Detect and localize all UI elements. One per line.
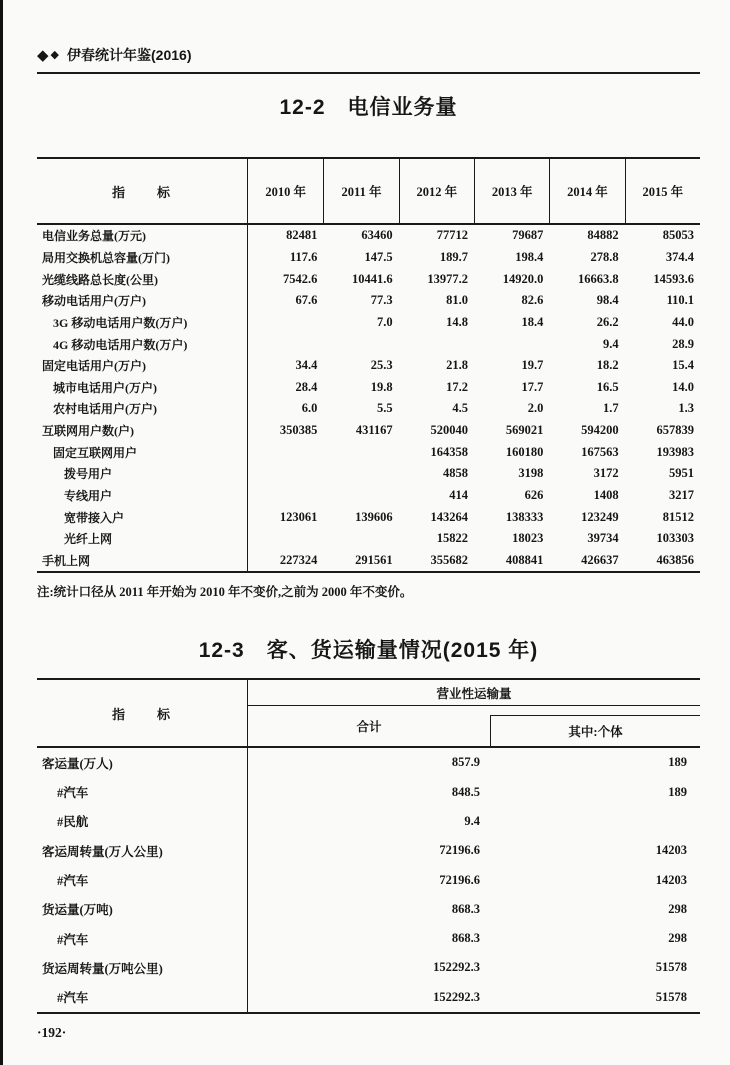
row-total-value: 72196.6 (439, 872, 480, 887)
row-total-value: 848.5 (451, 784, 480, 799)
table-row (37, 398, 700, 420)
table-row (37, 550, 700, 572)
row-value: 17.2 (446, 379, 468, 394)
row-label: 拨号用户 (37, 463, 248, 485)
transport-table-body (37, 748, 700, 1012)
table-row (37, 528, 700, 550)
row-value (248, 528, 323, 550)
table-row (37, 748, 700, 777)
row-value: 426637 (581, 552, 619, 567)
row-value: 13977.2 (427, 271, 468, 286)
group-column-header: 营业性运输量 (248, 680, 700, 706)
year-column-header: 2011 年 (323, 159, 398, 223)
running-head (37, 0, 700, 74)
row-value: 463856 (656, 552, 694, 567)
row-value: 10441.6 (352, 271, 393, 286)
row-value: 84882 (587, 228, 619, 243)
row-label: 移动电话用户(万户) (37, 290, 248, 312)
sub-column-headers (248, 706, 700, 746)
row-value: 1408 (593, 488, 619, 502)
row-value (248, 463, 323, 485)
table-row (37, 247, 700, 269)
individual-column-header: 其中:个体 (490, 715, 700, 746)
row-label: 货运周转量(万吨公里) (37, 953, 248, 982)
row-value: 18023 (512, 531, 544, 546)
table-row (37, 463, 700, 485)
row-value (399, 333, 474, 355)
row-label: 固定互联网用户 (37, 441, 248, 463)
row-value: 79687 (512, 228, 544, 243)
row-value: 7.0 (377, 314, 393, 329)
row-individual-value: 14203 (655, 843, 687, 858)
row-value: 4858 (443, 466, 468, 481)
row-value (323, 333, 398, 355)
row-total-value: 152292.3 (433, 989, 480, 1004)
row-value: 77.3 (370, 293, 393, 308)
total-column-header: 合计 (356, 720, 382, 735)
row-label: 客运周转量(万人公里) (37, 836, 248, 865)
row-value: 18.4 (521, 314, 544, 329)
row-value: 193983 (656, 444, 694, 459)
year-column-header: 2014 年 (549, 159, 624, 223)
row-value: 431167 (355, 423, 393, 438)
row-label: 宽带接入户 (37, 506, 248, 528)
row-value (323, 528, 398, 550)
row-value: 103303 (656, 531, 694, 546)
row-value: 278.8 (590, 249, 619, 264)
row-value: 34.4 (295, 358, 318, 373)
row-label: 手机上网 (37, 550, 248, 572)
row-value: 143264 (430, 509, 468, 524)
row-value: 117.6 (289, 249, 318, 264)
year-column-header: 2015 年 (625, 159, 700, 223)
row-label: 4G 移动电话用户数(万户) (37, 333, 248, 355)
row-value: 14920.0 (502, 271, 544, 286)
row-value: 3198 (518, 466, 544, 481)
transport-volume-table (37, 678, 700, 1014)
row-label: 电信业务总量(万元) (37, 225, 248, 247)
row-label: #汽车 (37, 983, 248, 1012)
row-value: 81.0 (446, 293, 468, 308)
transport-table-header (37, 680, 700, 748)
row-value (323, 441, 398, 463)
row-value: 160180 (505, 444, 544, 459)
row-value: 25.3 (370, 358, 393, 373)
row-label: 光缆线路总长度(公里) (37, 268, 248, 290)
row-label: 农村电话用户(万户) (37, 398, 248, 420)
row-individual-value: 14203 (655, 872, 687, 887)
row-individual-value: 189 (668, 784, 687, 799)
row-value: 5.5 (377, 401, 393, 416)
table-12-2-footnote: 注:统计口径从 2011 年开始为 2010 年不变价,之前为 2000 年不变价。 (37, 585, 413, 600)
table-row (37, 778, 700, 807)
row-value: 189.7 (439, 249, 468, 264)
row-total-value: 857.9 (451, 755, 480, 770)
row-value: 26.2 (596, 314, 619, 329)
row-value (248, 333, 323, 355)
row-value: 1.7 (603, 401, 619, 416)
page (37, 0, 700, 1041)
row-value: 85053 (662, 228, 694, 243)
page-number: ·192· (37, 1024, 67, 1040)
row-total-value: 152292.3 (433, 960, 480, 975)
row-value (248, 312, 323, 334)
row-value: 28.9 (672, 336, 694, 351)
row-value: 520040 (430, 423, 468, 438)
row-value: 4.5 (452, 401, 468, 416)
row-label: 货运量(万吨) (37, 895, 248, 924)
row-value: 164358 (430, 444, 468, 459)
table-row (37, 355, 700, 377)
table-row (37, 290, 700, 312)
table-row (37, 506, 700, 528)
year-column-header: 2010 年 (265, 185, 306, 199)
row-value: 198.4 (515, 249, 544, 264)
row-value: 1.3 (678, 401, 694, 416)
table-row (37, 333, 700, 355)
row-value: 5951 (669, 466, 694, 481)
year-column-header: 2012 年 (399, 159, 474, 223)
row-label: 客运量(万人) (37, 748, 248, 777)
row-value: 147.5 (364, 249, 393, 264)
row-value: 408841 (505, 552, 544, 567)
table-row (37, 485, 700, 507)
table-row (37, 983, 700, 1012)
row-label: #民航 (37, 807, 248, 836)
row-total-value: 868.3 (451, 931, 480, 946)
row-value (474, 333, 549, 355)
table-12-2-title: 12-2 电信业务量 (279, 96, 458, 119)
row-label: #汽车 (37, 924, 248, 953)
row-value: 167563 (581, 444, 619, 459)
row-value: 28.4 (295, 379, 318, 394)
row-label: 城市电话用户(万户) (37, 376, 248, 398)
table-row (37, 268, 700, 290)
row-label: 光纤上网 (37, 528, 248, 550)
table-row (37, 865, 700, 894)
table-row (37, 953, 700, 982)
row-label: 专线用户 (37, 485, 248, 507)
row-total-value: 9.4 (464, 813, 480, 828)
table-row (37, 807, 700, 836)
row-value: 569021 (505, 423, 544, 438)
row-value: 14.8 (446, 314, 468, 329)
row-value: 7542.6 (282, 271, 318, 286)
telecom-table-body (37, 225, 700, 571)
indicator-column-header: 指 标 (37, 680, 248, 746)
row-value: 9.4 (603, 336, 619, 351)
row-value: 139606 (355, 509, 393, 524)
row-value: 81512 (662, 509, 694, 524)
row-value: 3217 (669, 488, 694, 502)
table-row (37, 225, 700, 247)
page-left-edge-bar (0, 0, 3, 1065)
row-value: 227324 (279, 552, 318, 567)
row-value: 123061 (279, 509, 318, 524)
row-label: 固定电话用户(万户) (37, 355, 248, 377)
row-value: 291561 (355, 552, 393, 567)
row-label: #汽车 (37, 865, 248, 894)
diamond-small-icon: ◆ (50, 48, 60, 61)
table-row (37, 924, 700, 953)
running-head-rule (37, 45, 700, 74)
row-value: 44.0 (672, 314, 694, 329)
row-value: 138333 (505, 509, 544, 524)
row-value: 3172 (593, 466, 619, 481)
commercial-transport-header-group (248, 680, 700, 746)
row-label: 互联网用户数(户) (37, 420, 248, 442)
row-individual-value: 298 (668, 901, 687, 916)
row-value: 123249 (581, 509, 619, 524)
row-individual-value: 189 (668, 755, 687, 770)
row-value: 67.6 (295, 293, 318, 308)
row-value: 355682 (430, 552, 468, 567)
diamond-large-icon: ◆ (37, 46, 49, 64)
table-12-3-title: 12-3 客、货运输量情况(2015 年) (198, 639, 539, 663)
row-total-value: 868.3 (451, 901, 480, 916)
row-individual-value: 298 (668, 931, 687, 946)
row-value: 17.7 (521, 379, 544, 394)
table-row (37, 376, 700, 398)
row-value: 657839 (656, 423, 694, 438)
row-value: 2.0 (527, 401, 544, 416)
row-value: 15.4 (672, 358, 694, 373)
row-individual-value: 51578 (655, 960, 687, 975)
row-value: 63460 (361, 228, 393, 243)
row-label: 3G 移动电话用户数(万户) (37, 312, 248, 334)
row-value: 82.6 (521, 293, 544, 308)
book-title: 伊春统计年鉴(2016) (67, 47, 192, 63)
table-row (37, 836, 700, 865)
table-row (37, 441, 700, 463)
table-row (37, 312, 700, 334)
row-value (323, 463, 398, 485)
row-value: 14593.6 (653, 271, 694, 286)
row-value: 18.2 (596, 358, 619, 373)
year-column-header: 2013 年 (474, 159, 549, 223)
row-value (323, 485, 398, 507)
table-row (37, 895, 700, 924)
row-total-value: 72196.6 (439, 843, 480, 858)
row-value: 77712 (436, 228, 468, 243)
row-value: 626 (524, 488, 544, 502)
row-value: 14.0 (672, 379, 694, 394)
row-value: 414 (449, 488, 468, 502)
row-value: 350385 (279, 423, 318, 438)
row-label: #汽车 (37, 778, 248, 807)
row-individual-value: 51578 (655, 989, 687, 1004)
row-value: 15822 (436, 531, 468, 546)
row-label: 局用交换机总容量(万门) (37, 247, 248, 269)
row-value: 21.8 (446, 358, 468, 373)
row-value: 110.1 (666, 293, 694, 308)
indicator-column-header: 指 标 (37, 159, 248, 223)
row-value: 16.5 (596, 379, 619, 394)
row-value (248, 441, 323, 463)
telecom-volume-table (37, 157, 700, 573)
row-value: 82481 (286, 228, 318, 243)
row-value: 6.0 (301, 401, 318, 416)
row-value (248, 485, 323, 507)
row-value: 39734 (587, 531, 619, 546)
row-value: 19.8 (370, 379, 393, 394)
table-row (37, 420, 700, 442)
row-value: 374.4 (665, 249, 694, 264)
row-value: 16663.8 (578, 271, 619, 286)
telecom-table-header (37, 159, 700, 225)
row-individual-value (490, 807, 700, 836)
row-value: 19.7 (521, 358, 544, 373)
row-value: 594200 (581, 423, 619, 438)
row-value: 98.4 (596, 293, 619, 308)
